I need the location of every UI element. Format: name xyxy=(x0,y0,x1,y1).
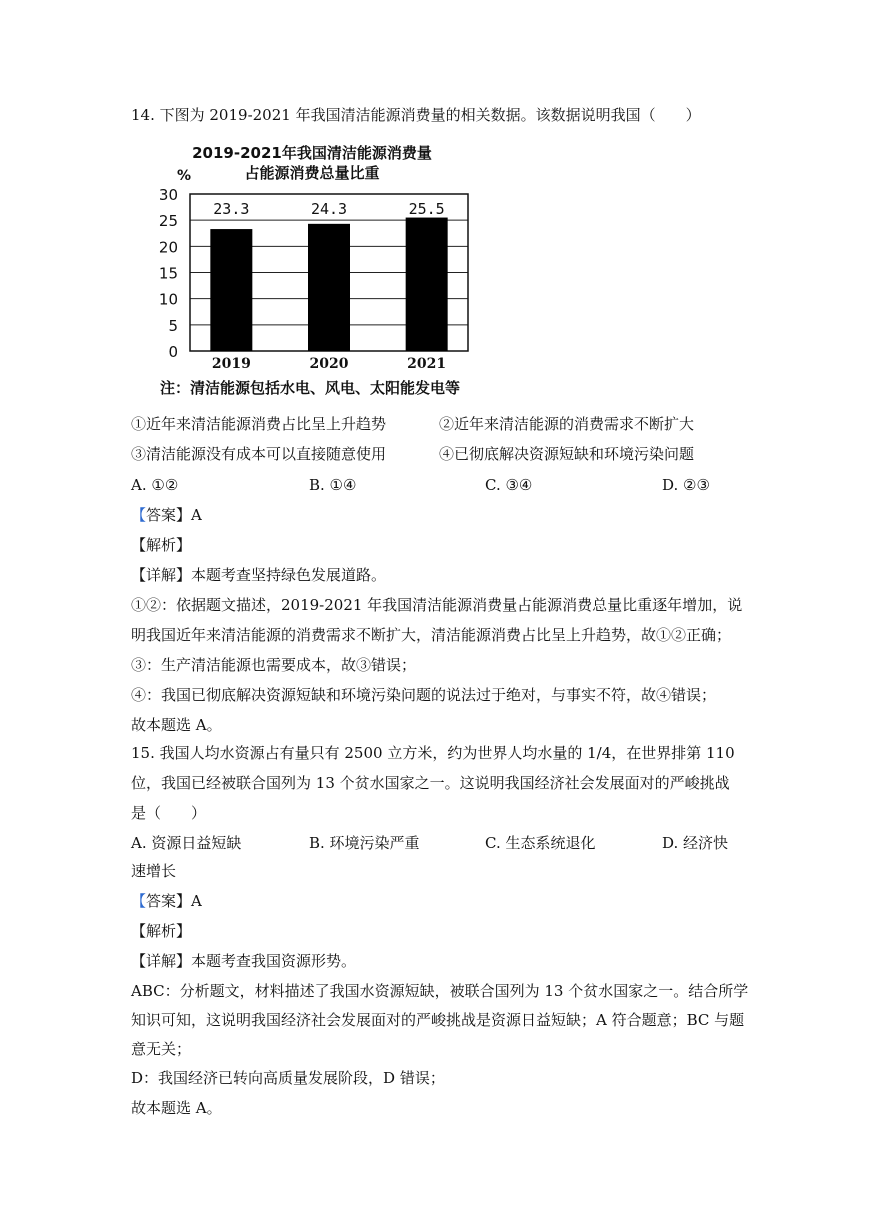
q14-option-d: D. ②③ xyxy=(662,476,710,494)
q14-detail xyxy=(131,565,386,585)
chart-y-tick-label: 20 xyxy=(158,238,178,257)
q14-explain-line: ④：我国已彻底解决资源短缺和环境污染问题的说法过于绝对，与事实不符，故④错误； xyxy=(131,686,717,704)
q15-explain-line: 意无关； xyxy=(131,1040,192,1058)
q14-item-2: ②近年来清洁能源的消费需求不断扩大 xyxy=(439,415,695,433)
q15-option-d: D. 经济快 xyxy=(662,834,729,852)
q14-explain-line: 明我国近年来清洁能源的消费需求不断扩大，清洁能源消费占比呈上升趋势，故①②正确； xyxy=(131,626,732,644)
chart-data-label: 25.5 xyxy=(408,200,445,218)
q14-option-a: A. ①② xyxy=(131,476,179,494)
chart-y-tick-label: 25 xyxy=(158,212,178,231)
q14-explain-line: ①②：依据题文描述，2019-2021 年我国清洁能源消费量占能源消费总量比重逐年增加，说 xyxy=(131,596,743,614)
chart-x-tick-label: 2019 xyxy=(211,356,251,372)
q15-answer-label: 【答案】 xyxy=(131,892,192,910)
chart-bar xyxy=(406,218,448,351)
q15-analysis-label: 【解析】 xyxy=(131,922,192,940)
q15-stem-line: 15. 我国人均水资源占有量只有 2500 立方米，约为世界人均水量的 1/4，在世界排第 110 xyxy=(131,744,735,762)
q14-item-1: ①近年来清洁能源消费占比呈上升趋势 xyxy=(131,415,387,433)
q14-detail-label: 【详解】 xyxy=(131,566,192,584)
q14-analysis-label: 【解析】 xyxy=(131,536,192,554)
q14-detail-intro: 本题考查坚持绿色发展道路。 xyxy=(191,566,387,584)
q14-explain-line: ③：生产清洁能源也需要成本，故③错误； xyxy=(131,656,417,674)
q15-answer-value: A xyxy=(191,892,202,910)
q14-answer-label: 【答案】 xyxy=(131,506,192,524)
chart-data-label: 23.3 xyxy=(213,200,250,218)
q14-option-c: C. ③④ xyxy=(485,476,533,494)
chart-bar xyxy=(210,229,252,351)
q14-explain-line: 故本题选 A。 xyxy=(131,716,222,734)
chart-x-tick-label: 2020 xyxy=(309,356,349,372)
bar-chart xyxy=(150,138,530,400)
q15-explain-line: 知识可知，这说明我国经济社会发展面对的严峻挑战是资源日益短缺；A 符合题意；BC 与题 xyxy=(131,1011,745,1029)
q15-stem-line: 是（ ） xyxy=(131,804,207,822)
q15-detail xyxy=(131,951,356,971)
chart-y-tick-label: 15 xyxy=(158,264,178,283)
q15-option-b: B. 环境污染严重 xyxy=(309,834,420,852)
q15-explain-line: ABC：分析题文，材料描述了我国水资源短缺，被联合国列为 13 个贫水国家之一。结合所学 xyxy=(131,982,749,1000)
q14-item-3: ③清洁能源没有成本可以直接随意使用 xyxy=(131,445,387,463)
chart-y-tick-label: 10 xyxy=(158,290,178,309)
q14-option-b: B. ①④ xyxy=(309,476,357,494)
chart-subtitle: 占能源消费总量比重 xyxy=(244,164,380,182)
chart-x-tick-label: 2021 xyxy=(407,356,447,372)
chart-note: 注：清洁能源包括水电、风电、太阳能发电等 xyxy=(160,379,461,397)
chart-data-label: 24.3 xyxy=(310,200,348,218)
q15-detail-intro: 本题考查我国资源形势。 xyxy=(191,952,357,970)
q14-item-4: ④已彻底解决资源短缺和环境污染问题 xyxy=(439,445,695,463)
chart-title: 2019-2021年我国清洁能源消费量 xyxy=(192,144,432,162)
q14-answer-value: A xyxy=(191,506,202,524)
q15-option-c: C. 生态系统退化 xyxy=(485,834,596,852)
q15-stem-line: 位，我国已经被联合国列为 13 个贫水国家之一。这说明我国经济社会发展面对的严峻挑战 xyxy=(131,774,730,792)
q15-detail-label: 【详解】 xyxy=(131,952,192,970)
q15-answer xyxy=(131,891,202,911)
q15-explain-line: 故本题选 A。 xyxy=(131,1099,222,1117)
chart-y-tick-label: 0 xyxy=(168,343,178,361)
chart-y-tick-label: 5 xyxy=(168,316,178,335)
q14-answer xyxy=(131,505,202,525)
q14-stem: 14. 下图为 2019-2021 年我国清洁能源消费量的相关数据。该数据说明我国（ ） xyxy=(131,106,701,124)
chart-bar xyxy=(308,224,350,351)
q15-option-d-wrap: 速增长 xyxy=(131,862,177,880)
chart-svg xyxy=(150,138,530,400)
q15-option-a: A. 资源日益短缺 xyxy=(131,834,242,852)
chart-y-unit: % xyxy=(176,168,192,184)
q15-explain-line: D：我国经济已转向高质量发展阶段，D 错误； xyxy=(131,1069,445,1087)
chart-y-tick-label: 30 xyxy=(158,186,178,204)
